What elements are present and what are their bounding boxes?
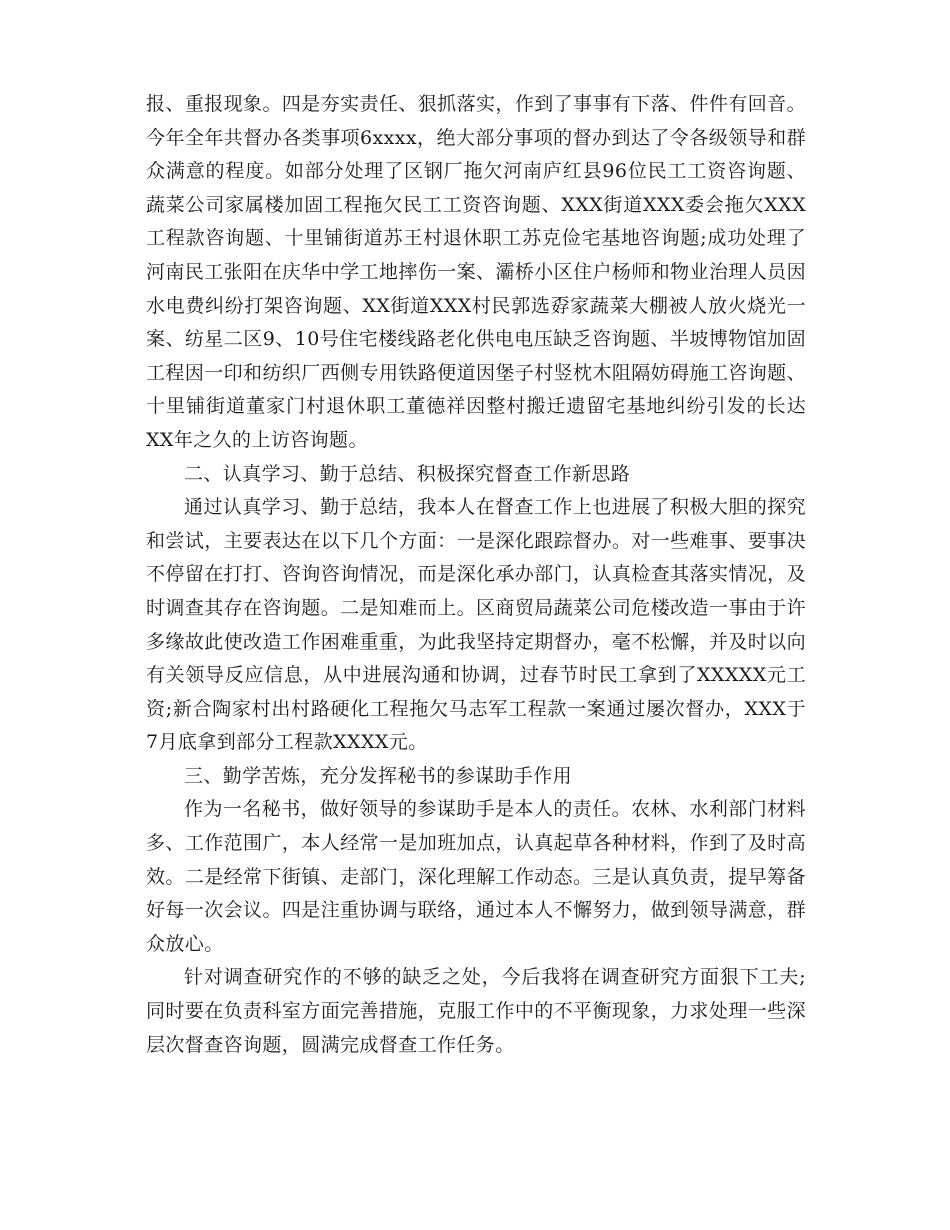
section-heading-3: 三、勤学苦炼，充分发挥秘书的参谋助手作用 (184, 764, 573, 787)
document-body (146, 88, 806, 1062)
paragraph-section-3: 作为一名秘书，做好领导的参谋助手是本人的责任。农林、水利部门材料多、工作范围广，本人经常一是加班加点，认真起草各种材料，作到了及时高效。二是经常下街镇、走部门，深化理解工作动态。三是认真负责，提早筹备好每一次会议。四是注重协调与联络，通过本人不懈努力，做到领导满意，群众放心。 (146, 798, 806, 955)
section-heading-2: 二、认真学习、勤于总结、积极探究督查工作新思路 (184, 462, 631, 485)
paragraph-closing: 针对调查研究作的不够的缺乏之处，今后我将在调查研究方面狠下工夫;同时要在负责科室方面完善措施，克服工作中的不平衡现象，力求处理一些深层次督查咨询题，圆满完成督查工作任务。 (146, 966, 806, 1056)
paragraph-section-2: 通过认真学习、勤于总结，我本人在督查工作上也进展了积极大胆的探究和尝试，主要表达在以下几个方面：一是深化跟踪督办。对一些难事、要事决不停留在打打、咨询咨询情况，而是深化承办部门，认真检查其落实情况，及时调查其存在咨询题。二是知难而上。区商贸局蔬菜公司危楼改造一事由于许多缘故此使改造工作困难重重，为此我坚持定期督办，毫不松懈，并及时以向有关领导反应信息，从中进展沟通和协调，过春节时民工拿到了XXXXX元工资;新合陶家村出村路硬化工程拖欠马志军工程款一案通过屡次督办，XXX于7月底拿到部分工程款XXXX元。 (146, 496, 806, 754)
paragraph-continuation: 报、重报现象。四是夯实责任、狠抓落实，作到了事事有下落、件件有回音。今年全年共督办各类事项6xxxx，绝大部分事项的督办到达了令各级领导和群众满意的程度。如部分处理了区钢厂拖欠河南庐红县96位民工工资咨询题、蔬菜公司家属楼加固工程拖欠民工工资咨询题、XXX街道XXX委会拖欠XXX工程款咨询题、十里铺街道苏王村退休职工苏克俭宅基地咨询题;成功处理了河南民工张阳在庆华中学工地摔伤一案、灞桥小区住户杨师和物业治理人员因水电费纠纷打架咨询题、XX街道XXX村民郭选孬家蔬菜大棚被人放火烧光一案、纺星二区9、10号住宅楼线路老化供电电压缺乏咨询题、半坡博物馆加固工程因一印和纺织厂西侧专用铁路便道因堡子村竖枕木阻隔妨碍施工咨询题、十里铺街道董家门村退休职工董德祥因整村搬迁遗留宅基地纠纷引发的长达XX年之久的上访咨询题。 (146, 93, 806, 451)
